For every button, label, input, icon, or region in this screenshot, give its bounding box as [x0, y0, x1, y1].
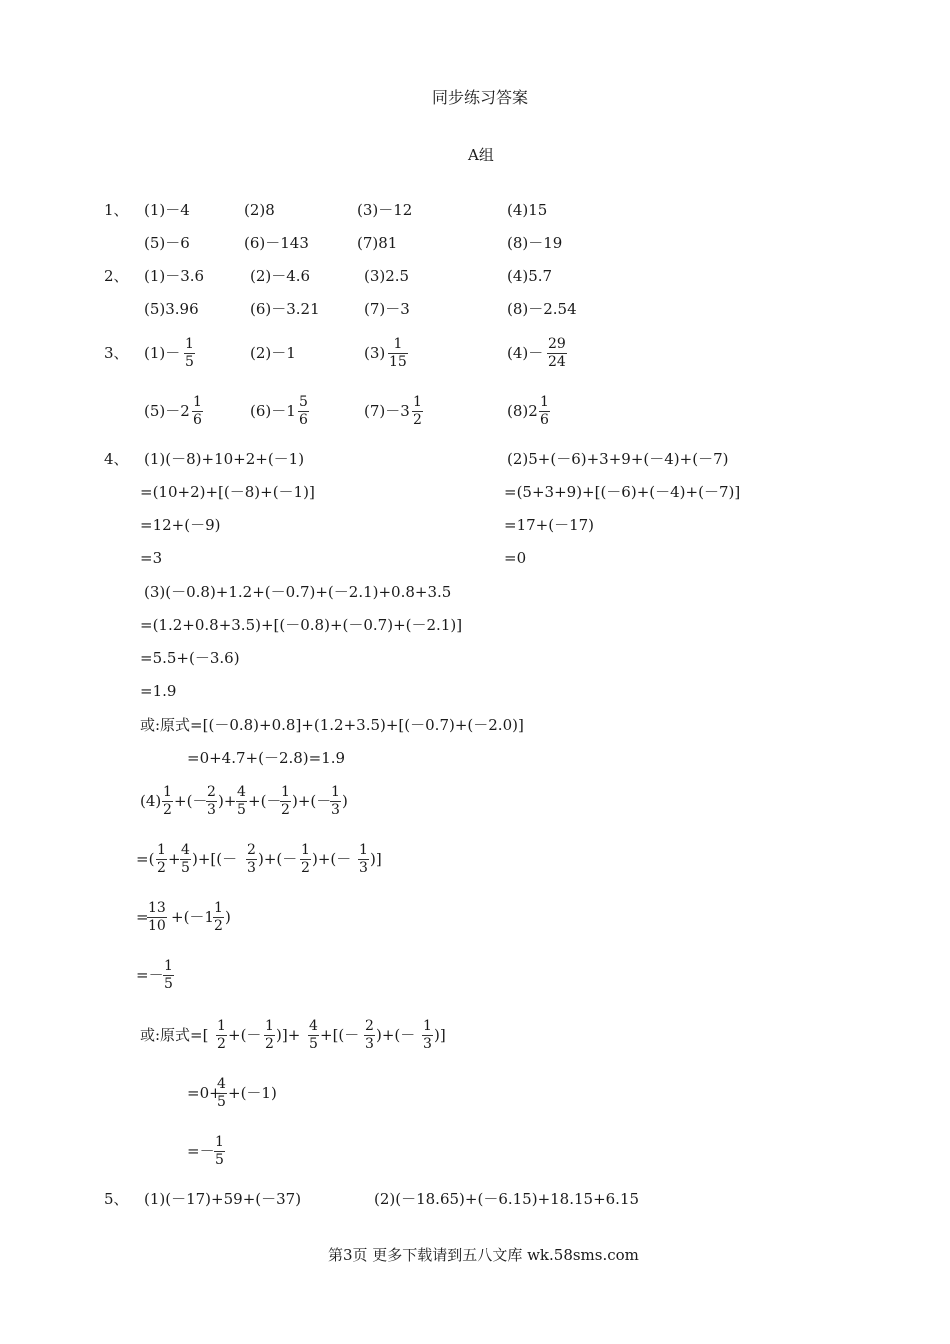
fraction: $\frac{1}{5}$: [185, 336, 194, 370]
fraction: $\frac{1}{5}$: [164, 958, 173, 992]
solution-line: =1.9: [140, 682, 177, 700]
answer: (8)－19: [507, 234, 563, 252]
solution-line: =5.5+(－3.6): [140, 649, 240, 667]
solution-line: (3)(－0.8)+1.2+(－0.7)+(－2.1)+0.8+3.5: [144, 583, 452, 601]
answer: (1)－4: [144, 201, 190, 219]
answer: (3)2.5: [364, 267, 410, 285]
solution-line: =17+(－17): [504, 516, 595, 534]
solution-line-prefix: =: [136, 908, 149, 926]
page-footer: 第3页 更多下载请到五八文库 wk.58sms.com: [328, 1246, 639, 1264]
solution-line: (2)5+(－6)+3+9+(－4)+(－7): [507, 450, 729, 468]
solution-line: =3: [140, 549, 163, 567]
question-number: 3、: [104, 344, 129, 362]
answer: (2)8: [244, 201, 275, 219]
solution-line: =(5+3+9)+[(－6)+(－4)+(－7)]: [504, 483, 741, 501]
question-number: 2、: [104, 267, 129, 285]
solution-line: =12+(－9): [140, 516, 221, 534]
solution-line: (2)(－18.65)+(－6.15)+18.15+6.15: [374, 1190, 640, 1208]
fraction: $\frac{1}{2}$: [413, 394, 422, 428]
solution-line: (1)(－17)+59+(－37): [144, 1190, 302, 1208]
answer: (1)－3.6: [144, 267, 205, 285]
group-heading: A组: [468, 146, 494, 164]
answer: (5)－6: [144, 234, 190, 252]
answer: (2)－4.6: [250, 267, 311, 285]
solution-line: =0: [504, 549, 527, 567]
solution-line: 或:原式=[(－0.8)+0.8]+(1.2+3.5)+[(－0.7)+(－2.0)]: [140, 716, 524, 734]
answer: (4)15: [507, 201, 548, 219]
fraction: $\frac{1}{5}$: [215, 1134, 224, 1168]
answer-prefix: (3): [364, 344, 386, 362]
answer-prefix: (4)－: [507, 344, 544, 362]
answer: (7)－3: [364, 300, 410, 318]
answer-prefix: (5)－2: [144, 402, 190, 420]
solution-line: (1)(－8)+10+2+(－1): [144, 450, 305, 468]
page-title: 同步练习答案: [432, 88, 529, 107]
answer-prefix: (6)－1: [250, 402, 296, 420]
fraction: $\frac{1}{15}$: [389, 336, 407, 370]
question-number: 1、: [104, 201, 129, 219]
answer: (4)5.7: [507, 267, 553, 285]
question-number: 4、: [104, 450, 129, 468]
answer: (7)81: [357, 234, 398, 252]
fraction: $\frac{29}{24}$: [548, 336, 566, 370]
answer-prefix: (7)－3: [364, 402, 410, 420]
solution-line-prefix: 或:原式=[: [140, 1026, 209, 1044]
answer-prefix: (1)－: [144, 344, 181, 362]
fraction: $\frac{1}{6}$: [193, 394, 202, 428]
solution-line-prefix: =0+: [187, 1084, 222, 1102]
answer: (5)3.96: [144, 300, 199, 318]
answer: (6)－3.21: [250, 300, 320, 318]
fraction: $\frac{5}{6}$: [299, 394, 308, 428]
answer: (2)－1: [250, 344, 296, 362]
solution-line-prefix: =－: [136, 966, 164, 984]
answer-prefix: (8)2: [507, 402, 538, 420]
solution-line: =0+4.7+(－2.8)=1.9: [187, 749, 346, 767]
solution-line-prefix: (4): [140, 792, 162, 810]
solution-line: =(10+2)+[(－8)+(－1)]: [140, 483, 315, 501]
answer: (6)－143: [244, 234, 309, 252]
solution-line-prefix: =－: [187, 1142, 215, 1160]
solution-line: =(1.2+0.8+3.5)+[(－0.8)+(－0.7)+(－2.1)]: [140, 616, 463, 634]
answer: (3)－12: [357, 201, 413, 219]
question-number: 5、: [104, 1190, 129, 1208]
answer: (8)－2.54: [507, 300, 577, 318]
fraction: $\frac{1}{6}$: [540, 394, 549, 428]
